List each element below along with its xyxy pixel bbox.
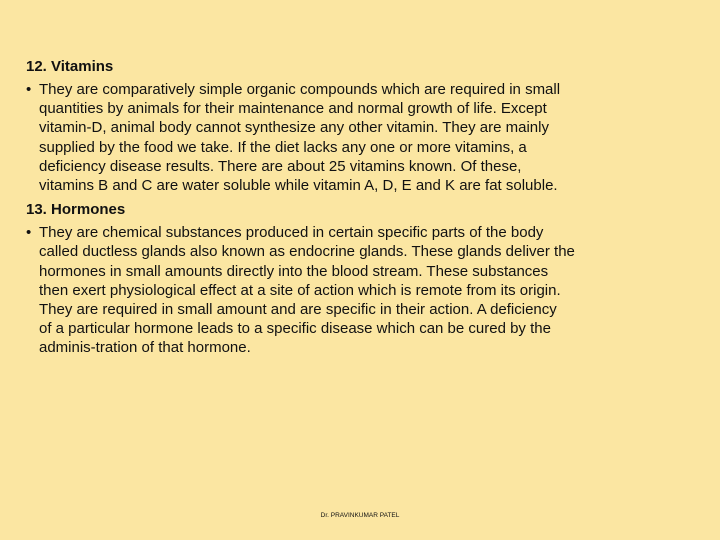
bullet-point-hormones [26, 223, 694, 357]
bullet-point-vitamins [26, 80, 694, 195]
bullet-icon: • [26, 81, 32, 98]
section-heading-vitamins: 12. Vitamins [26, 58, 114, 75]
bullet-text-vitamins: They are comparatively simple organic compounds which are required in small quantities by animals for their maintenance and normal growth of life. Except vitamin-D, animal body cannot synthesize any other vitamin. They are mainly supplied by the food we take. If the diet lacks any one or more vitamins, a deficiency disease results. There are about 25 vitamins known. Of these, vitamins B and C are water soluble while vitamin A, D, E and K are fat soluble. [39, 81, 561, 195]
section-heading-hormones: 13. Hormones [26, 201, 126, 219]
section-hormones [26, 199, 694, 357]
bullet-icon: • [26, 224, 32, 242]
slide-content [26, 56, 694, 362]
footer-author: Dr. PRAVINKUMAR PATEL [320, 512, 400, 519]
bullet-text-hormones: They are chemical substances produced in certain specific parts of the body called ductless glands also known as endocrine glands. These glands deliver the hormones in small amounts directly into the blood stream. These substances then exert physiological effect at a site of action which is remote from its origin. They are required in small amount and are specific in their action. A deficiency of a particular hormone leads to a specific disease which can be cured by the adminis-tration of that hormone. [39, 224, 575, 357]
section-vitamins [26, 56, 694, 195]
